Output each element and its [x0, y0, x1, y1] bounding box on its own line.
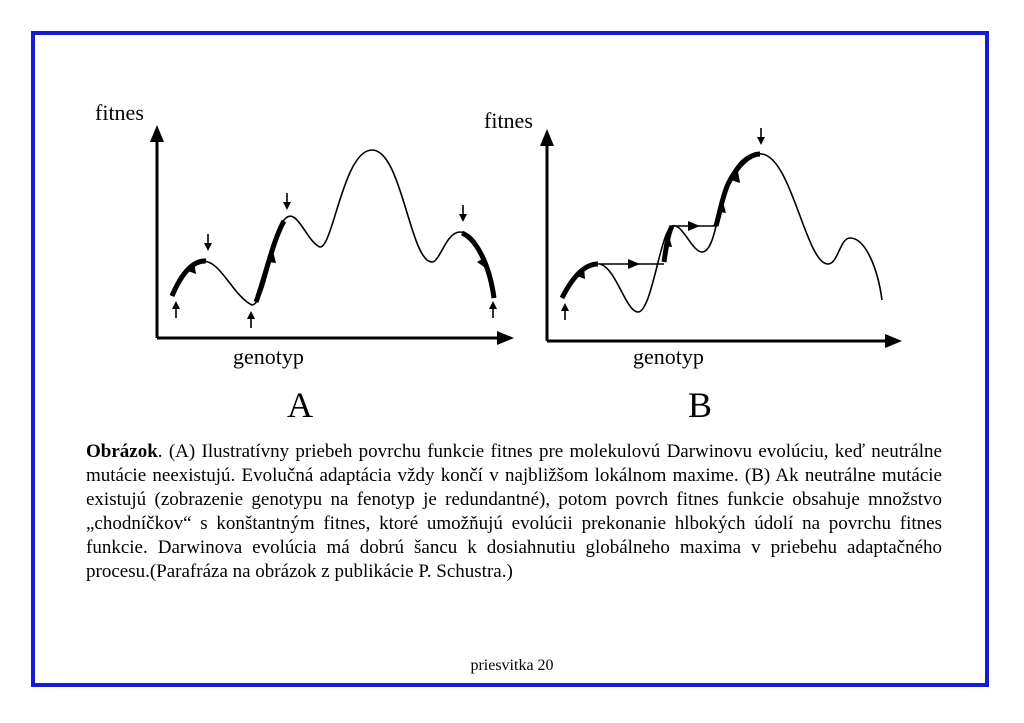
- panel-a-x-label: genotyp: [233, 344, 304, 369]
- panel-a-letter: A: [287, 385, 313, 425]
- caption-text: . (A) Ilustratívny priebeh povrchu funkcie fitnes pre molekulovú Darwinovu evolúciu, keď neutrálne mutácie neexistujú. Evolučná adaptácia vždy končí v najbližšom lokálnom maxime. (B) Ak neutrálne mutácie existujú (zobrazenie genotypu na fenotyp je redundantné), potom povrch fitnes funkcie obsahuje množstvo „chodníčkov“ s konštantným fitnes, ktoré umožňujú evolúcii prekonanie hlbokých údolí na povrchu fitnes funkcie. Darwinova evolúcia má dobrú šancu k dosiahnutiu globálneho maxima v priebehu adaptačného procesu.(Parafráza na obrázok z publikácie P. Schustra.): [86, 441, 942, 582]
- panel-a-adaptive-walk-1: [172, 261, 206, 296]
- panel-b-y-label: fitnes: [484, 108, 533, 133]
- panel-a-fitness-curve: [172, 150, 494, 305]
- panel-a-y-axis-arrowhead: [150, 125, 164, 142]
- panel-b-x-axis-arrowhead: [885, 334, 902, 348]
- panel-b: [484, 108, 902, 425]
- panel-a-start-arrow: [489, 301, 497, 318]
- panel-b-neutral-path-arrowhead: [628, 259, 640, 269]
- figure-caption: [86, 440, 942, 584]
- panel-b-x-label: genotyp: [633, 344, 704, 369]
- panel-a-maximum-arrow: [283, 193, 291, 210]
- panel-b-adaptive-walk-3: [716, 154, 760, 226]
- panel-a-maximum-arrow: [459, 205, 467, 222]
- panel-a-start-arrow: [247, 311, 255, 328]
- panel-a-adaptive-walk-3: [462, 233, 494, 298]
- panel-a-maximum-arrow: [204, 234, 212, 251]
- slide-number: priesvitka 20: [470, 657, 554, 674]
- panel-b-letter: B: [687, 385, 713, 425]
- panel-b-start-arrow: [561, 303, 569, 320]
- panel-a-y-label: fitnes: [95, 100, 144, 125]
- panel-b-adaptive-walk-1: [562, 264, 598, 298]
- panel-a-start-arrow: [172, 301, 180, 318]
- panel-a-x-axis-arrowhead: [497, 331, 514, 345]
- panel-a: [95, 100, 514, 425]
- caption-lead: Obrázok: [86, 441, 158, 462]
- panel-b-fitness-curve: [562, 154, 882, 312]
- panel-b-neutral-path-arrowhead: [688, 221, 700, 231]
- panel-b-y-axis-arrowhead: [540, 129, 554, 146]
- panel-b-maximum-arrow: [757, 128, 765, 145]
